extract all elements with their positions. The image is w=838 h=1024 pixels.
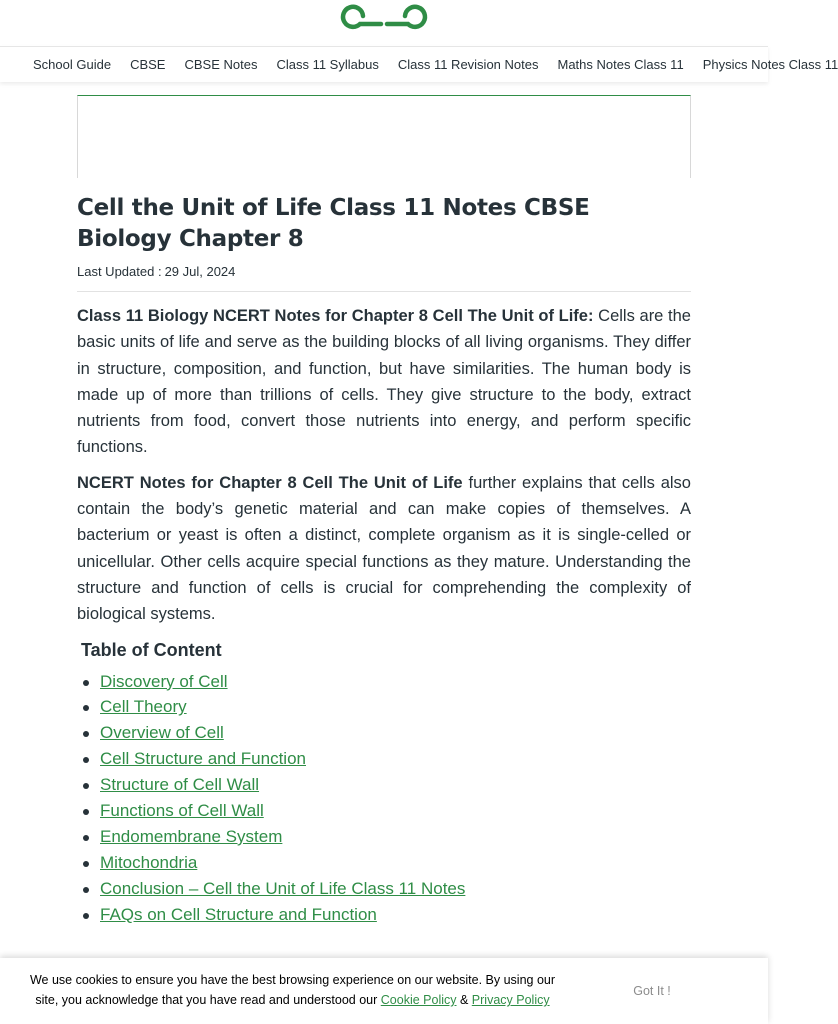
ad-placeholder [77,95,691,178]
category-nav [0,46,838,82]
toc-item [81,798,691,824]
intro-paragraph-bold: Class 11 Biology NCERT Notes for Chapter 8 Cell The Unit of Life: [77,307,594,325]
cookie-message [20,970,565,1010]
toc-link[interactable]: FAQs on Cell Structure and Function [100,904,377,924]
toc-link[interactable]: Discovery of Cell [100,671,228,691]
intro-paragraph-text: Cells are the basic units of life and serve as the building blocks of all living organisms. They differ in structure, composition, and function, but have similarities. The human body is made up of more than trillions of cells. They give structure to the body, extract nutrients from food, convert those nutrients into energy, and perform specific functions. [77,307,691,457]
toc-item [81,902,691,928]
nav-item[interactable]: CBSE [130,57,166,72]
second-paragraph-text: further explains that cells also contain the body’s genetic material and can make copies of themselves. A bacterium or yeast is often a distinct, complete organism as it is single-celled or unicellular. Other cells acquire special functions as they mature. Understanding the structure and function of cells is crucial for comprehending the complexity of biological systems. [77,473,691,624]
gfg-logo-icon[interactable] [354,8,414,38]
nav-item[interactable]: Maths Notes Class 11 [557,57,684,72]
second-paragraph [77,470,691,628]
toc-item [81,850,691,876]
toc-link[interactable]: Cell Structure and Function [100,749,306,769]
toc-item [81,876,691,902]
intro-paragraph [77,303,691,461]
cookie-amp: & [456,993,472,1007]
toc-item [81,772,691,798]
cookie-banner [0,958,768,1024]
nav-item[interactable]: Class 11 Syllabus [276,57,379,72]
second-paragraph-bold: NCERT Notes for Chapter 8 Cell The Unit of Life [77,473,463,492]
toc-link[interactable]: Structure of Cell Wall [100,775,260,795]
last-updated-date: 29 Jul, 2024 [164,264,236,279]
table-of-contents [77,669,691,928]
toc-item [81,669,691,695]
toc-link[interactable]: Functions of Cell Wall [100,801,264,821]
cookie-policy-link[interactable]: Cookie Policy [380,993,457,1007]
toc-title: Table of Content [81,639,222,660]
nav-item[interactable]: School Guide [33,57,112,72]
toc-link[interactable]: Cell Theory [100,697,187,717]
article [77,193,691,928]
toc-item [81,746,691,772]
toc-link[interactable]: Endomembrane System [100,827,283,846]
toc-link[interactable]: Mitochondria [100,852,198,872]
privacy-policy-link[interactable]: Privacy Policy [471,993,550,1007]
article-title: Cell the Unit of Life Class 11 Notes CBSE Biology Chapter 8 [77,195,590,252]
cookie-text: We use cookies to ensure you have the best browsing experience on our website. By using our site, you acknowledge that you have read and understood our [29,973,556,1007]
got-it-button[interactable]: Got It ! [633,984,671,998]
toc-item [81,720,691,746]
nav-item[interactable]: Class 11 Revision Notes [397,57,539,72]
toc-link[interactable]: Overview of Cell [100,723,224,743]
top-header [0,0,768,46]
toc-link[interactable]: Conclusion – Cell the Unit of Life Class 11 Notes [100,878,466,898]
nav-item[interactable]: Physics Notes Class 11 [702,57,838,72]
toc-item [81,694,691,720]
last-updated-label: Last Updated : [77,264,162,279]
last-updated [77,264,691,292]
toc-item [81,824,691,850]
nav-item[interactable]: CBSE Notes [184,57,258,72]
